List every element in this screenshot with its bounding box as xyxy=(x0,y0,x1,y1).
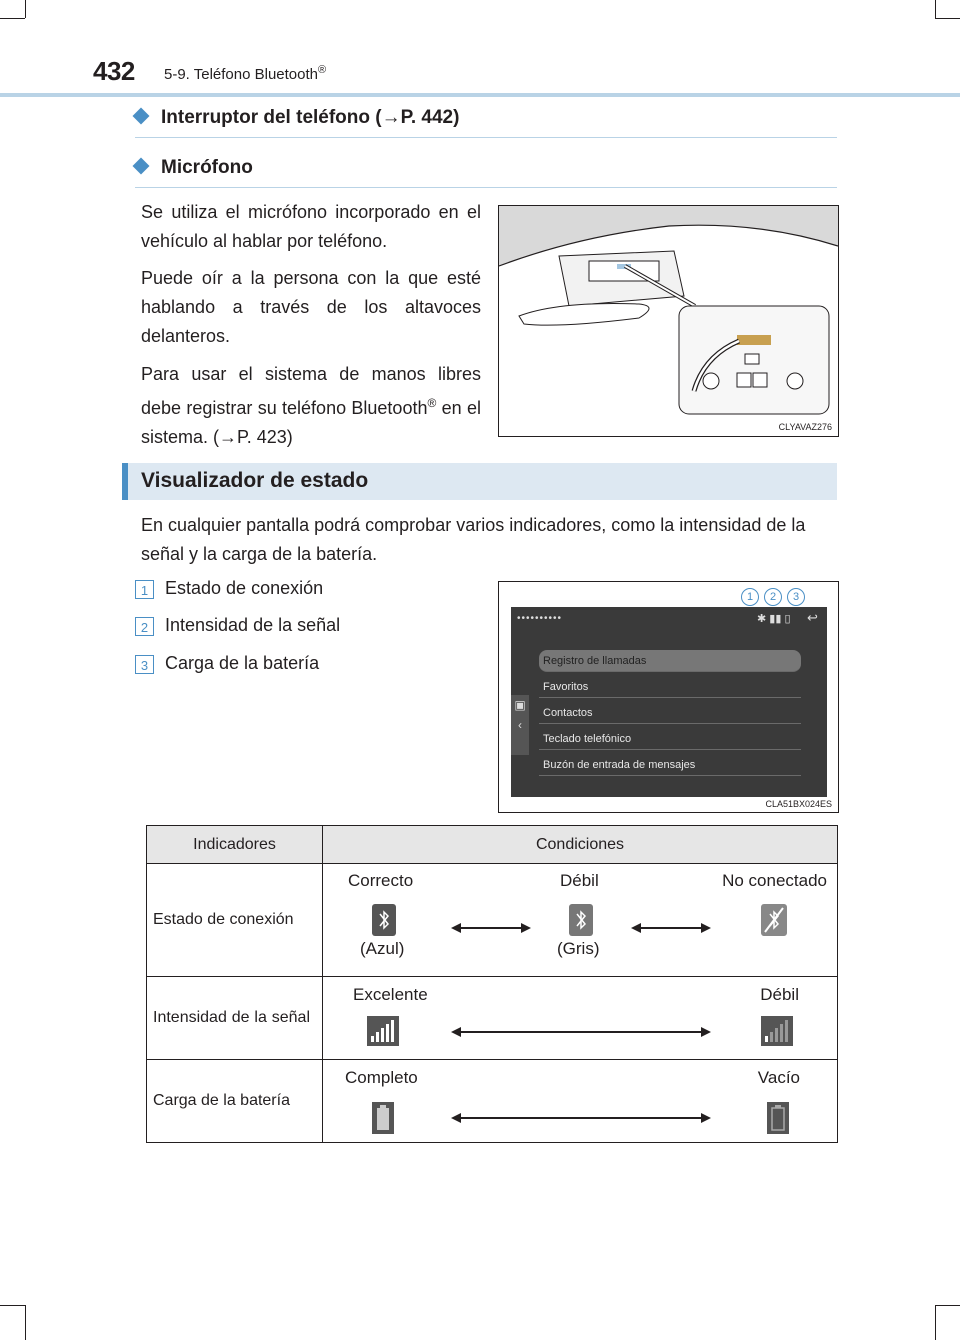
battery-icon: ▯ xyxy=(784,613,791,625)
crop-mark xyxy=(935,0,936,18)
menu-item[interactable]: Contactos xyxy=(539,702,801,724)
list-item: Intensidad de la señal xyxy=(165,615,341,635)
crop-mark xyxy=(935,1305,960,1306)
row-label: Intensidad de la señal xyxy=(147,977,323,1060)
divider xyxy=(135,187,837,188)
display xyxy=(511,607,827,797)
callout: 2 xyxy=(764,588,782,606)
row-conditions xyxy=(323,977,838,1060)
condition-label: Vacío xyxy=(757,1067,800,1087)
signal-weak-icon xyxy=(761,1016,793,1046)
bluetooth-disconnected-icon xyxy=(761,904,787,936)
mic-paragraph-3: Para usar el sistema de manos libres debe registrar su teléfono Bluetooth® en el sistema. (→P. 423) xyxy=(141,364,481,447)
crop-mark xyxy=(0,1305,25,1306)
condition-label: Excelente xyxy=(353,984,428,1004)
list-number: 2 xyxy=(135,617,154,636)
arrow-icon xyxy=(453,927,529,929)
divider xyxy=(135,137,837,138)
crop-mark xyxy=(935,1305,936,1340)
device-name: •••••••••• xyxy=(517,613,563,624)
row-conditions xyxy=(323,864,838,977)
figure-code: CLA51BX024ES xyxy=(765,799,832,809)
chevron-left-icon: ‹ xyxy=(518,718,522,732)
callout: 1 xyxy=(741,588,759,606)
table-row xyxy=(147,977,838,1060)
signal-icon: ▮▮ xyxy=(769,613,782,625)
bluetooth-gray-icon xyxy=(569,904,593,936)
figure-code: CLYAVAZ276 xyxy=(778,422,832,432)
menu-item[interactable]: Teclado telefónico xyxy=(539,728,801,750)
crop-mark xyxy=(25,1305,26,1340)
indicator-table xyxy=(146,825,838,1143)
mic-paragraph-2: Puede oír a la persona con la que esté hablando a través de los altavoces delanteros. xyxy=(141,268,481,346)
microphone-figure xyxy=(498,205,839,437)
header-rule xyxy=(0,93,960,97)
mic-heading: Micrófono xyxy=(135,157,253,179)
battery-empty-icon xyxy=(767,1102,789,1134)
table-row xyxy=(147,1060,838,1143)
crop-mark xyxy=(935,18,960,19)
list-number: 1 xyxy=(135,580,154,599)
status-icons xyxy=(757,612,791,625)
battery-full-icon xyxy=(372,1102,394,1134)
diamond-icon xyxy=(133,157,150,174)
arrow-icon xyxy=(453,1031,709,1033)
row-conditions xyxy=(323,1060,838,1143)
row-label: Carga de la batería xyxy=(147,1060,323,1143)
callout: 3 xyxy=(787,588,805,606)
condition-label: Correcto xyxy=(348,870,414,890)
table-header: Indicadores xyxy=(147,826,323,864)
status-intro: En cualquier pantalla podrá comprobar varios indicadores, como la intensidad de la señal y la carga de la batería. xyxy=(141,515,806,564)
bluetooth-icon: ✱ xyxy=(757,613,767,625)
list-item: Carga de la batería xyxy=(165,653,320,673)
color-label: (Azul) xyxy=(360,938,405,958)
bluetooth-blue-icon xyxy=(372,904,396,936)
arrow-icon xyxy=(633,927,709,929)
condition-label: Débil xyxy=(760,984,799,1004)
switch-heading: Interruptor del teléfono (→P. 442) xyxy=(135,107,459,129)
condition-label: Completo xyxy=(345,1067,418,1087)
row-label: Estado de conexión xyxy=(147,864,323,977)
color-label: (Gris) xyxy=(557,938,600,958)
section-title: Visualizador de estado xyxy=(141,469,369,492)
menu-item[interactable]: Registro de llamadas xyxy=(539,650,801,672)
table-header: Condiciones xyxy=(323,826,838,864)
condition-label: No conectado xyxy=(722,870,827,890)
phone-screen-figure xyxy=(498,581,839,813)
diamond-icon xyxy=(133,107,150,124)
page-number: 432 xyxy=(93,56,135,86)
chapter-title: 5-9. Teléfono Bluetooth® xyxy=(164,64,327,83)
crop-mark xyxy=(0,18,25,19)
back-icon[interactable]: ↩ xyxy=(807,610,818,625)
table-row xyxy=(147,864,838,977)
contact-icon: ▣ xyxy=(514,698,526,712)
mic-paragraph-1: Se utiliza el micrófono incorporado en el vehículo al hablar por teléfono. xyxy=(141,202,481,251)
arrow-icon xyxy=(453,1117,709,1119)
roof-console-illustration xyxy=(499,206,838,436)
crop-mark xyxy=(25,0,26,18)
condition-label: Débil xyxy=(560,870,599,890)
menu-item[interactable]: Buzón de entrada de mensajes xyxy=(539,754,801,776)
list-number: 3 xyxy=(135,655,154,674)
side-tab[interactable] xyxy=(511,695,529,755)
menu-item[interactable]: Favoritos xyxy=(539,676,801,698)
signal-excellent-icon xyxy=(367,1016,399,1046)
list-item: Estado de conexión xyxy=(165,578,324,598)
